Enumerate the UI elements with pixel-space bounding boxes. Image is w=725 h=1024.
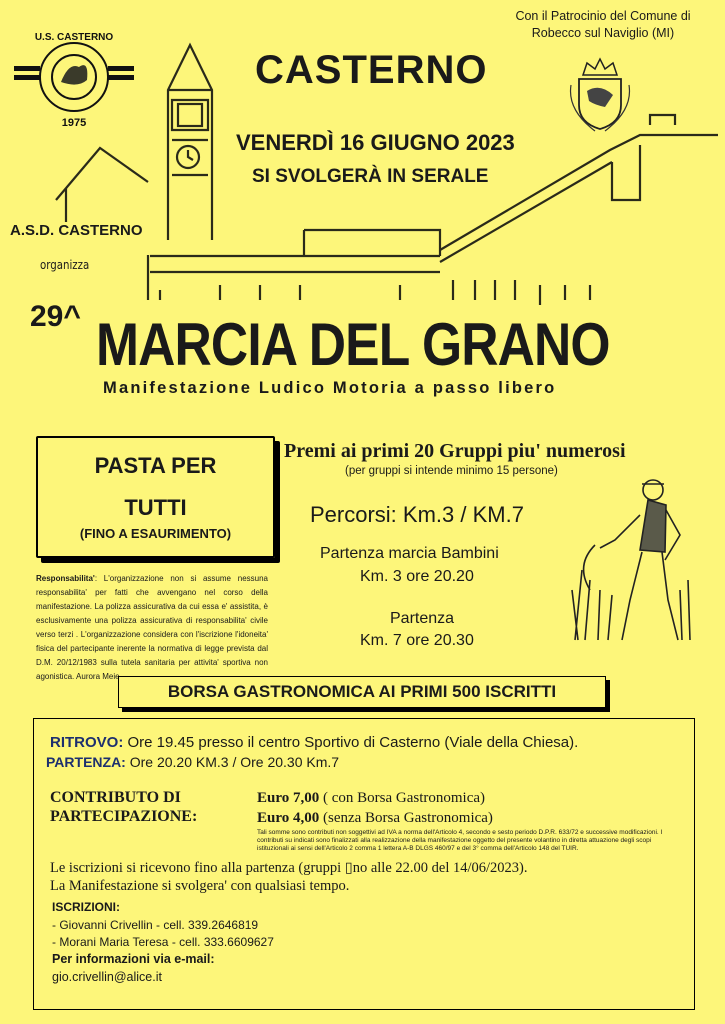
fee-label-line2: PARTECIPAZIONE: (50, 808, 198, 825)
patrocinio-note (503, 8, 703, 42)
email-heading: Per informazioni via e-mail: (52, 952, 215, 966)
liability-text: : L'organizzazione non si assume nessuna responsabilita' per fatti che avvengano nel corso della manifestazione. La polizza assicurativa da cui essa e' assistita, è esclusivamente una polizza assicurativa di responsabilita' civile verso terzi . L'organizzazione considera con l'iscrizione l'idoneita' fisica del partecipante inerente la normativa di legge prevista dal D.M. 20/12/1983 sulla tutela sanitaria per attivita' sportiva non agonistica. Aurora Meie (36, 574, 268, 681)
us-casterno-logo (14, 22, 134, 132)
partenza-label: PARTENZA: (46, 754, 126, 770)
contact-crivellin: - Giovanni Crivellin - cell. 339.2646819 (52, 918, 259, 932)
ritrovo-label: RITROVO: (50, 734, 124, 751)
goodie-bag-banner: BORSA GASTRONOMICA AI PRIMI 500 ISCRITTI (118, 676, 606, 708)
fee-with-bag (257, 790, 485, 807)
kids-start-time: Km. 3 ore 20.20 (360, 568, 474, 585)
pasta-line1: PASTA PER (94, 453, 217, 478)
organizer-name: A.S.D. CASTERNO (10, 222, 143, 239)
fee-without-bag (257, 810, 493, 827)
patrocinio-line2: Robecco sul Naviglio (MI) (531, 26, 675, 40)
main-start-label: Partenza (390, 610, 455, 627)
weather-note: La Manifestazione si svolgera' con qualsiasi tempo. (50, 878, 350, 894)
routes: Percorsi: Km.3 / KM.7 (310, 502, 524, 527)
email-link-wrapper (52, 970, 162, 984)
fee2-note: (senza Borsa Gastronomica) (319, 810, 493, 826)
partenza-text: Ore 20.20 KM.3 / Ore 20.30 Km.7 (125, 754, 340, 770)
fee1-amount: Euro 7,00 (257, 790, 320, 806)
event-title: MARCIA DEL GRANO (96, 311, 610, 378)
fee1-note: ( con Borsa Gastronomica) (319, 790, 486, 806)
registration-note: Le iscrizioni si ricevono fino alla partenza (gruppi ▯no alle 22.00 del 14/06/2023). (50, 860, 528, 876)
fee-label (50, 788, 197, 826)
contact-morani: - Morani Maria Teresa - cell. 333.6609627 (52, 935, 274, 949)
kids-start-label: Partenza marcia Bambini (320, 545, 499, 562)
town-title: CASTERNO (255, 48, 488, 92)
organizer-verb: organizza (40, 258, 90, 272)
edition-number: 29^ (30, 300, 81, 333)
prizes-line: Premi ai primi 20 Gruppi piu' numerosi (284, 440, 626, 462)
fee2-amount: Euro 4,00 (257, 810, 320, 826)
tax-fineprint: Tali somme sono contributi non soggettivi ad IVA a norma dell'Articolo 4, secondo e sesto periodo D.P.R. 633/72 e successive modificazioni. I contributi su indicati sono finalizzati alla realizzazione della manifestazione oggetto del presente volantino in diretta attuazione degli scopi istituzionali ai sensi dell'Articolo 2 comma 1 lettera A-B DLGS 460/97 e del 3° comma dell'Articolo 148 del TUIR. (257, 829, 663, 852)
event-subtitle: Manifestazione Ludico Motoria a passo libero (103, 379, 557, 397)
event-date: VENERDÌ 16 GIUGNO 2023 (236, 130, 515, 155)
patrocinio-line1: Con il Patrocinio del Comune di (515, 9, 691, 23)
evening-note: SI SVOLGERÀ IN SERALE (252, 166, 489, 187)
registrations-heading: ISCRIZIONI: (52, 900, 120, 914)
prizes-subnote: (per gruppi si intende minimo 15 persone) (345, 465, 558, 477)
start-times (46, 754, 339, 770)
svg-text:U.S. CASTERNO: U.S. CASTERNO (34, 32, 114, 43)
svg-text:1975: 1975 (61, 117, 87, 129)
harvester-illustration (570, 470, 700, 645)
pasta-box (36, 436, 275, 558)
liability-label: Responsabilita' (36, 574, 95, 583)
liability-disclaimer (36, 572, 268, 684)
coat-of-arms-emblem (565, 55, 635, 135)
meeting-point (50, 734, 578, 751)
fee-label-line1: CONTRIBUTO DI (50, 789, 181, 806)
email-link[interactable]: gio.crivellin@alice.it (52, 970, 162, 984)
main-start-time: Km. 7 ore 20.30 (360, 632, 474, 649)
pasta-line3: (FINO A ESAURIMENTO) (79, 526, 232, 541)
pasta-line2: TUTTI (124, 495, 187, 520)
ritrovo-text: Ore 19.45 presso il centro Sportivo di Casterno (Viale della Chiesa). (123, 734, 579, 751)
